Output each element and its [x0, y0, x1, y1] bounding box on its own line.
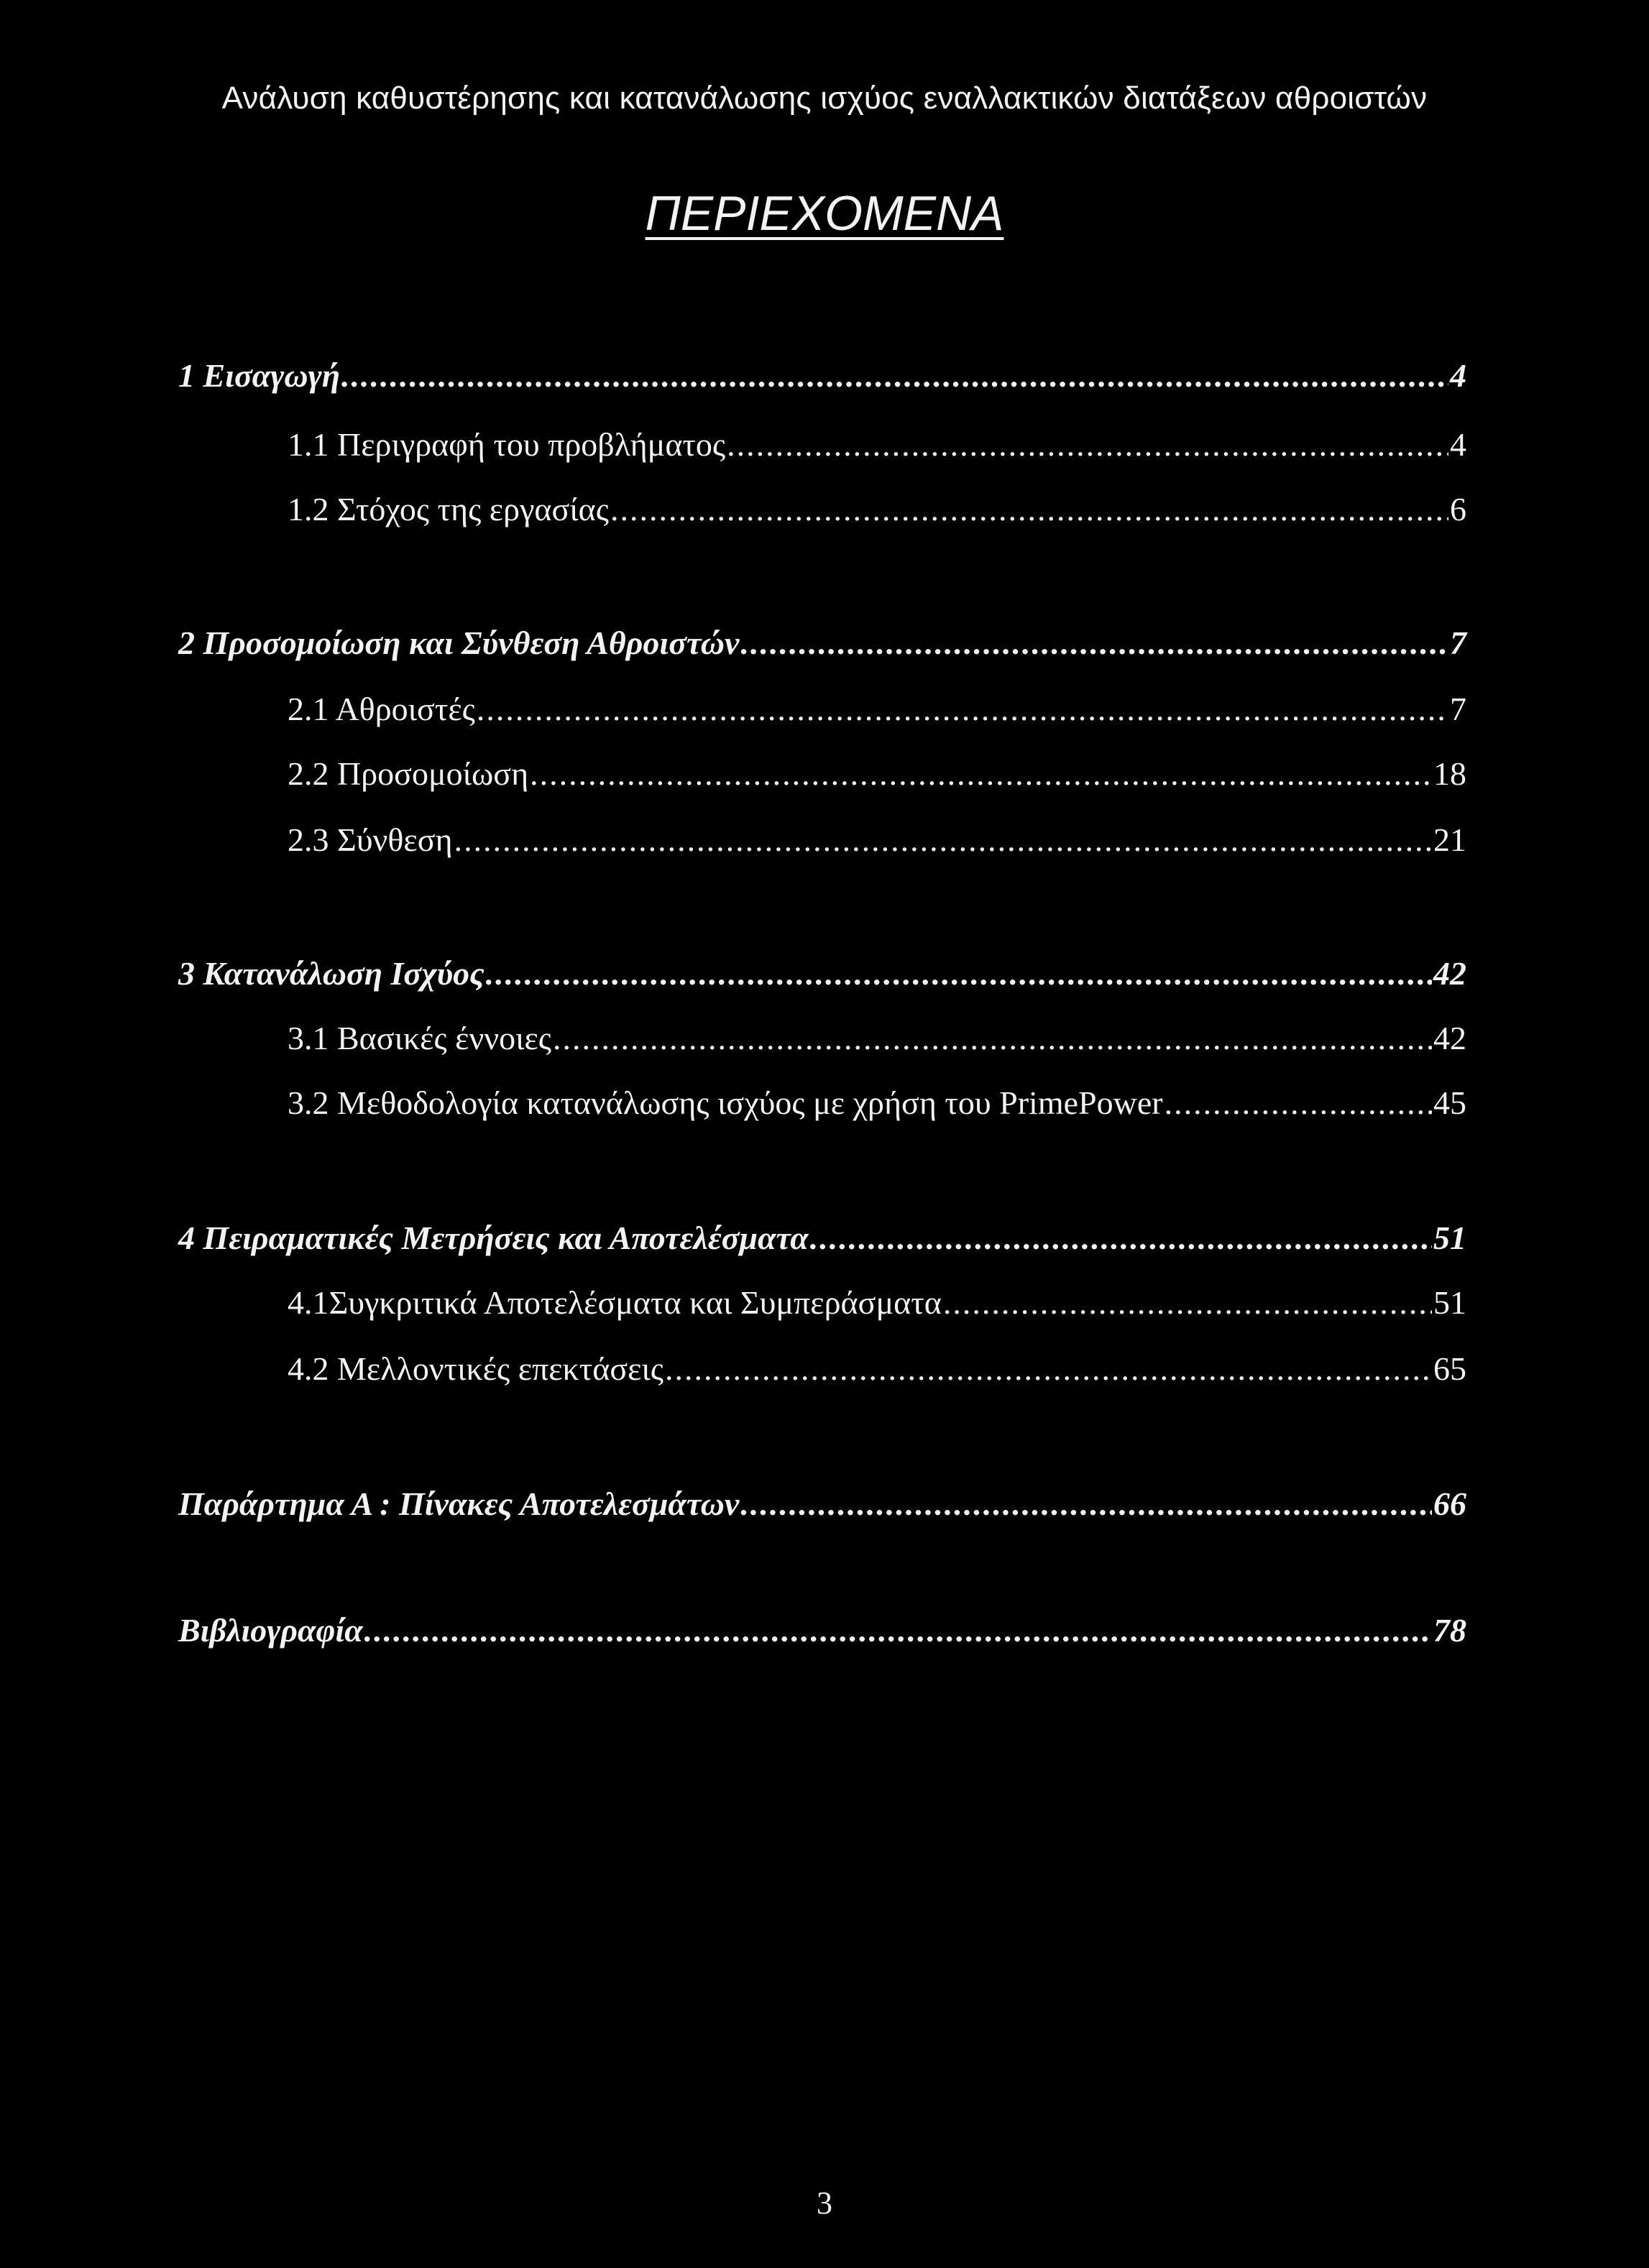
toc-section-3-1[interactable] [288, 1022, 1466, 1055]
dot-leader [486, 957, 1432, 990]
toc-entry-page: 42 [1433, 955, 1466, 992]
toc-entry-page: 65 [1433, 1350, 1466, 1387]
toc-entry-page: 66 [1433, 1485, 1466, 1522]
dot-leader [553, 1022, 1432, 1055]
toc-entry-page: 51 [1433, 1284, 1466, 1321]
toc-section-3-2[interactable] [288, 1084, 1466, 1121]
dot-leader [943, 1286, 1432, 1319]
dot-leader [810, 1222, 1432, 1255]
dot-leader [530, 757, 1432, 790]
toc-entry-label: 1.2 Στόχος της εργασίας [288, 491, 609, 527]
toc-entry-label: 3 Κατανάλωση Ισχύος [178, 955, 484, 992]
toc-chapter-3[interactable] [178, 957, 1466, 990]
dot-leader [610, 493, 1448, 526]
toc-entry-label: Παράρτημα Α : Πίνακες Αποτελεσμάτων [178, 1485, 740, 1522]
toc-entry-label: 1.1 Περιγραφή του προβλήματος [288, 426, 726, 463]
toc-title: ΠΕΡΙΕΧΟΜΕΝΑ [645, 186, 1004, 241]
toc-entry-label: 2.2 Προσομοίωση [288, 755, 529, 792]
toc-entry-page: 4 [1450, 426, 1466, 463]
toc-entry-label: 2.1 Αθροιστές [288, 691, 475, 727]
dot-leader [740, 1488, 1432, 1521]
toc-entry-label: 2.3 Σύνθεση [288, 821, 453, 858]
toc-entry-page: 7 [1450, 691, 1466, 727]
toc-entry-page: 7 [1450, 624, 1466, 661]
toc-entry-label: 4 Πειραματικές Μετρήσεις και Αποτελέσματα [178, 1220, 809, 1256]
toc-entry-page: 78 [1433, 1612, 1466, 1649]
toc-chapter-4[interactable] [178, 1222, 1466, 1255]
running-header: Ανάλυση καθυστέρησης και κατανάλωσης ισχύος εναλλακτικών διατάξεων αθροιστών [221, 80, 1428, 116]
toc-entry-label: 1 Εισαγωγή [178, 357, 340, 394]
toc-entry-page: 18 [1433, 755, 1466, 792]
toc-section-1-2[interactable] [288, 493, 1466, 526]
toc-section-2-1[interactable] [288, 693, 1466, 726]
toc-entry-page: 6 [1450, 491, 1466, 527]
dot-leader [740, 627, 1448, 660]
toc-entry-label: 3.2 Μεθοδολογία κατανάλωσης ισχύος με χρήση του PrimePower [288, 1084, 1163, 1121]
toc-bibliography[interactable] [178, 1614, 1466, 1647]
toc-entry-label: 2 Προσομοίωση και Σύνθεση Αθροιστών [178, 624, 740, 661]
dot-leader [477, 693, 1448, 726]
toc-entry-label: 4.1Συγκριτικά Αποτελέσματα και Συμπεράσματα [288, 1284, 942, 1321]
toc-appendix-a[interactable] [178, 1485, 1466, 1522]
toc-entry-page: 51 [1433, 1220, 1466, 1256]
page-number: 3 [817, 2185, 832, 2221]
toc-section-4-1[interactable] [288, 1286, 1466, 1319]
toc-entry-page: 4 [1450, 357, 1466, 394]
toc-chapter-1[interactable] [178, 359, 1466, 392]
toc-entry-page: 45 [1433, 1084, 1466, 1121]
dot-leader [1165, 1087, 1432, 1120]
dot-leader [727, 428, 1448, 461]
toc-entry-page: 21 [1433, 821, 1466, 858]
toc-chapter-2[interactable] [178, 624, 1466, 661]
dot-leader [454, 824, 1432, 857]
toc-section-2-2[interactable] [288, 757, 1466, 790]
dot-leader [341, 359, 1448, 392]
toc-entry-label: 3.1 Βασικές έννοιες [288, 1020, 551, 1056]
toc-section-1-1[interactable] [288, 428, 1466, 461]
dot-leader [665, 1352, 1432, 1386]
dot-leader [364, 1614, 1432, 1647]
toc-entry-label: 4.2 Μελλοντικές επεκτάσεις [288, 1350, 664, 1387]
toc-entry-page: 42 [1433, 1020, 1466, 1056]
toc-section-2-3[interactable] [288, 821, 1466, 858]
toc-entry-label: Βιβλιογραφία [178, 1612, 363, 1649]
toc-section-4-2[interactable] [288, 1352, 1466, 1386]
